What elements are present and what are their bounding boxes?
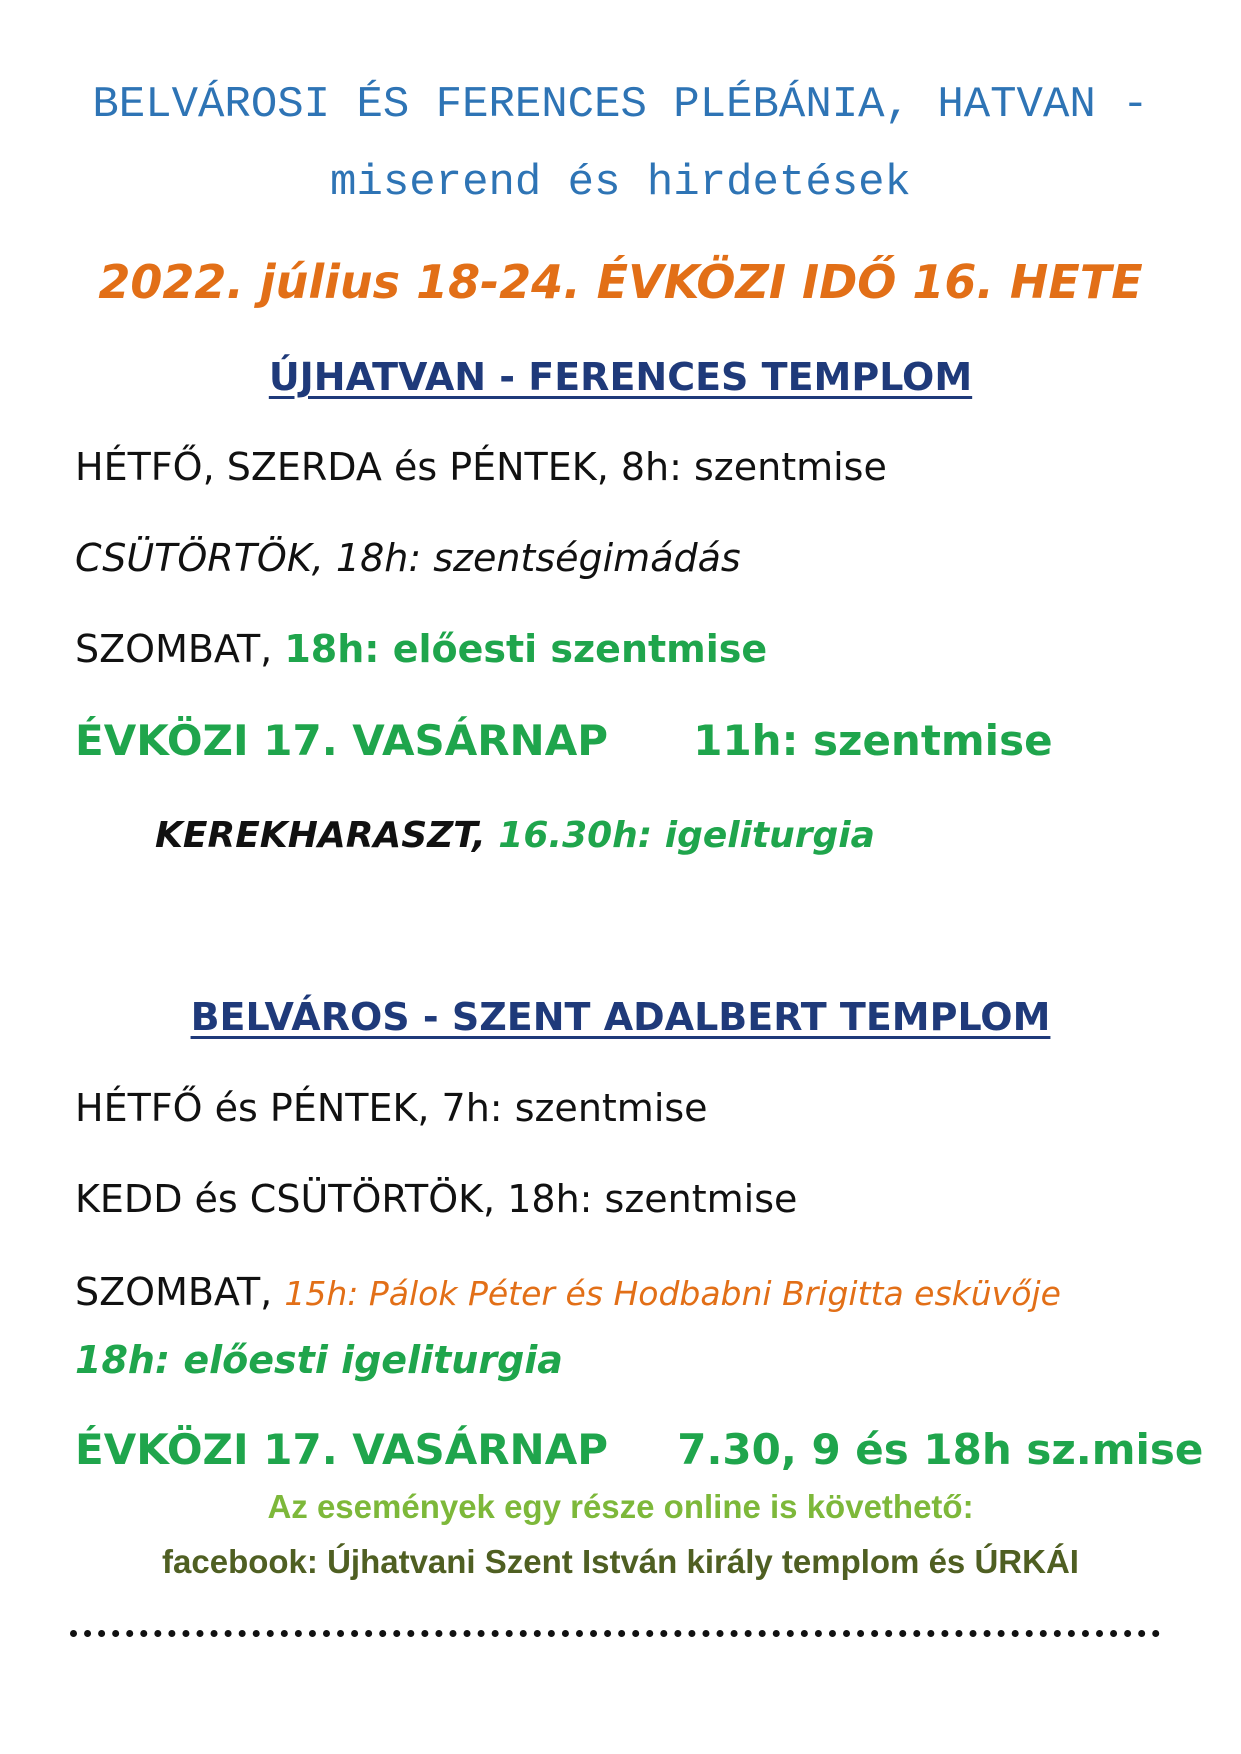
ferences-saturday-day: SZOMBAT, bbox=[75, 627, 273, 671]
section-title-belvaros bbox=[0, 995, 1241, 1039]
kerekharaszt-label: KEREKHARASZT, bbox=[155, 815, 486, 856]
ferences-line-saturday bbox=[75, 627, 767, 671]
belvaros-line-monday-friday: HÉTFŐ és PÉNTEK, 7h: szentmise bbox=[75, 1086, 708, 1130]
belvaros-line-saturday-evening: 18h: előesti igeliturgia bbox=[75, 1338, 563, 1382]
parish-title: BELVÁROSI ÉS FERENCES PLÉBÁNIA, HATVAN - bbox=[92, 80, 1149, 130]
ferences-line-kerekharaszt bbox=[155, 815, 875, 856]
belvaros-line-saturday bbox=[75, 1270, 1061, 1314]
ferences-saturday-event: 18h: előesti szentmise bbox=[284, 627, 768, 671]
belvaros-sunday-event: 7.30, 9 és 18h sz.mise bbox=[677, 1425, 1204, 1474]
belvaros-line-tuesday-thursday: KEDD és CSÜTÖRTÖK, 18h: szentmise bbox=[75, 1177, 798, 1221]
ferences-sunday-event: 11h: szentmise bbox=[693, 716, 1053, 765]
ferences-sunday-label: ÉVKÖZI 17. VASÁRNAP bbox=[75, 716, 608, 765]
online-note: Az események egy része online is követhető: bbox=[267, 1488, 974, 1525]
ferences-line-weekday: HÉTFŐ, SZERDA és PÉNTEK, 8h: szentmise bbox=[75, 445, 887, 489]
belvaros-sunday-label: ÉVKÖZI 17. VASÁRNAP bbox=[75, 1425, 608, 1474]
section-title-belvaros-text: BELVÁROS - SZENT ADALBERT TEMPLOM bbox=[190, 995, 1051, 1039]
ferences-line-sunday bbox=[75, 716, 1053, 765]
section-title-ferences-text: ÚJHATVAN - FERENCES TEMPLOM bbox=[268, 355, 973, 399]
dotted-divider bbox=[70, 1630, 1160, 1637]
facebook-note: facebook: Újhatvani Szent István király templom és ÚRKÁI bbox=[162, 1543, 1079, 1580]
kerekharaszt-event: 16.30h: igeliturgia bbox=[498, 815, 875, 856]
belvaros-saturday-wedding: 15h: Pálok Péter és Hodbabni Brigitta esküvője bbox=[284, 1274, 1061, 1313]
belvaros-line-sunday bbox=[75, 1425, 1203, 1474]
parish-subtitle: miserend és hirdetések bbox=[330, 158, 911, 208]
ferences-line-thursday: CSÜTÖRTÖK, 18h: szentségimádás bbox=[75, 536, 741, 580]
section-title-ferences bbox=[0, 355, 1241, 399]
week-date-heading: 2022. július 18-24. ÉVKÖZI IDŐ 16. HETE bbox=[98, 255, 1143, 309]
belvaros-saturday-day: SZOMBAT, bbox=[75, 1270, 273, 1314]
